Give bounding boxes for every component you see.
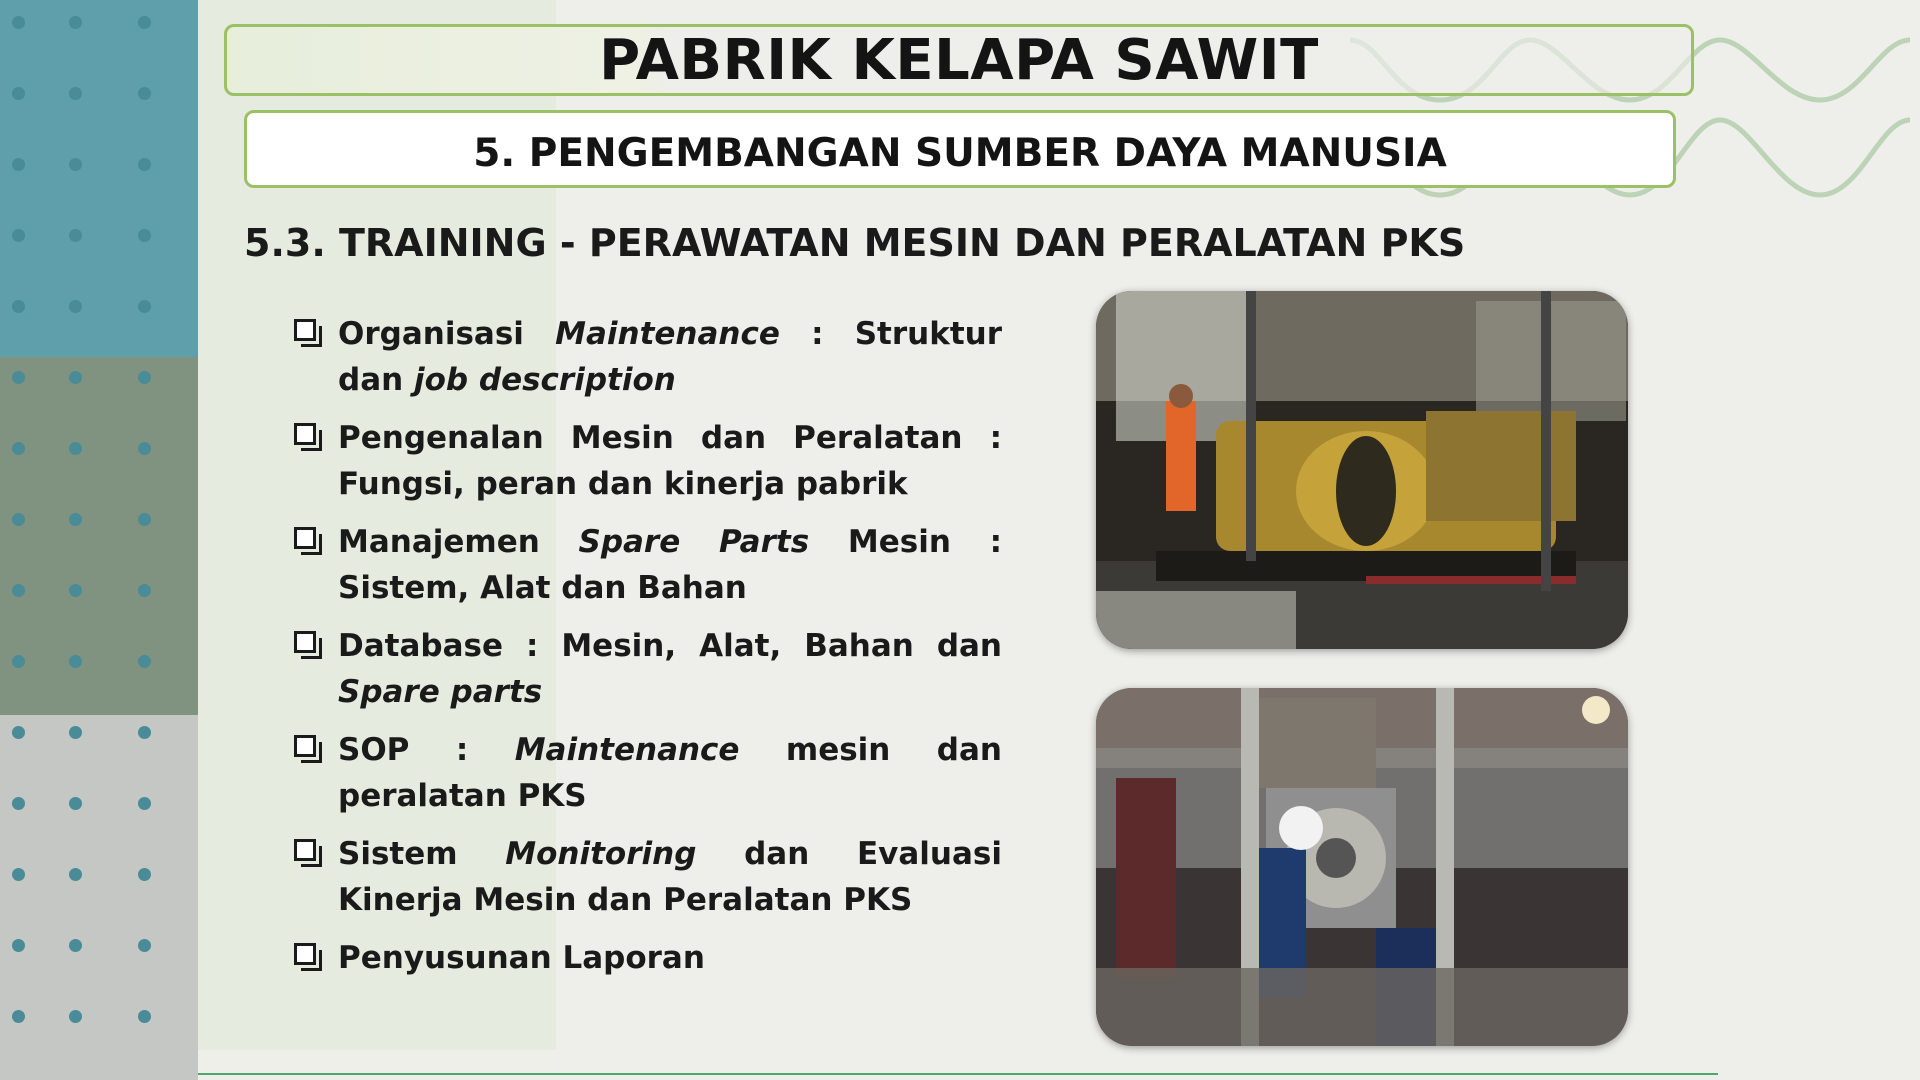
topic-item-text: Organisasi [338,316,556,352]
decor-dot [69,513,82,526]
topic-item [290,623,1002,715]
topic-item-text: Maintenance [514,732,740,768]
decor-dot [12,797,25,810]
decor-dot [12,16,25,29]
decor-dot [69,655,82,668]
decor-dot [12,371,25,384]
decor-dot [138,371,151,384]
decor-dot [138,868,151,881]
topic-item-text: Manajemen [338,524,579,560]
decor-dot [12,939,25,952]
topic-item-text: Spare parts [338,674,543,710]
topic-item [290,831,1002,923]
bottom-divider [198,1073,1718,1075]
decor-dot [69,939,82,952]
decor-dot [138,229,151,242]
decor-dot [69,726,82,739]
topic-item-text: Mesin : Sistem, Alat dan Bahan [338,524,1002,606]
decor-dot [69,584,82,597]
decor-dot [138,939,151,952]
checkbox-square-icon [294,319,316,341]
decor-dot [69,158,82,171]
decor-dot [138,655,151,668]
decor-dot [12,1010,25,1023]
topic-item [290,519,1002,611]
checkbox-square-icon [294,735,316,757]
decor-dot [138,584,151,597]
decor-dot [138,513,151,526]
decor-dot [12,442,25,455]
grey-band [0,715,198,1080]
decor-dot [12,584,25,597]
decor-dot [12,300,25,313]
decor-dot [12,655,25,668]
topic-item-text: Spare Parts [578,524,810,560]
decor-dot [12,229,25,242]
decor-dot [138,16,151,29]
topic-item [290,415,1002,507]
decor-dot [69,442,82,455]
photo-generator-maintenance [1096,291,1628,649]
topic-item-text: job description [413,362,676,398]
checkbox-square-icon [294,631,316,653]
decor-dot [69,16,82,29]
topic-item-text: : Struktur dan [338,316,1002,398]
decor-dot [69,371,82,384]
left-decor-column [0,0,198,1080]
topic-item-text: mesin dan peralatan PKS [338,732,1002,814]
topic-item [290,935,1002,981]
subtitle-box [244,110,1676,188]
topic-item-text: Database : Mesin, Alat, Bahan dan [338,628,1002,664]
topic-item-text: SOP : [338,732,515,768]
checkbox-square-icon [294,423,316,445]
topic-item-text: Monitoring [505,836,697,872]
topic-item-text: Sistem [338,836,506,872]
topic-item-text: Pengenalan Mesin dan Peralatan : Fungsi, peran dan kinerja pabrik [338,420,1002,502]
decor-dot [69,87,82,100]
olive-band [0,357,198,715]
decor-dot [138,300,151,313]
photo-pump-maintenance [1096,688,1628,1046]
decor-dot [138,797,151,810]
topic-item-text: Penyusunan Laporan [338,940,705,976]
decor-dot [138,1010,151,1023]
decor-dot [69,1010,82,1023]
decor-dot [69,300,82,313]
decor-dot [12,158,25,171]
section-heading: 5.3. TRAINING - PERAWATAN MESIN DAN PERALATAN PKS [244,221,1466,265]
topic-item [290,311,1002,403]
decor-dot [12,868,25,881]
checkbox-square-icon [294,943,316,965]
decor-dot [12,726,25,739]
decor-dot [138,158,151,171]
topic-item-text: dan Evaluasi Kinerja Mesin dan Peralatan PKS [338,836,1002,918]
decor-dot [12,87,25,100]
decor-dot [69,797,82,810]
decor-dot [12,513,25,526]
checkbox-square-icon [294,527,316,549]
decor-dot [138,442,151,455]
decor-dot [69,868,82,881]
decor-dot [138,87,151,100]
checkbox-square-icon [294,839,316,861]
slide-title: PABRIK KELAPA SAWIT [599,28,1319,93]
topic-item [290,727,1002,819]
decor-dot [69,229,82,242]
topic-item-text: Maintenance [555,316,780,352]
teal-band [0,0,198,357]
topic-list [290,311,1002,993]
decor-dot [138,726,151,739]
slide-subtitle: 5. PENGEMBANGAN SUMBER DAYA MANUSIA [473,131,1447,176]
